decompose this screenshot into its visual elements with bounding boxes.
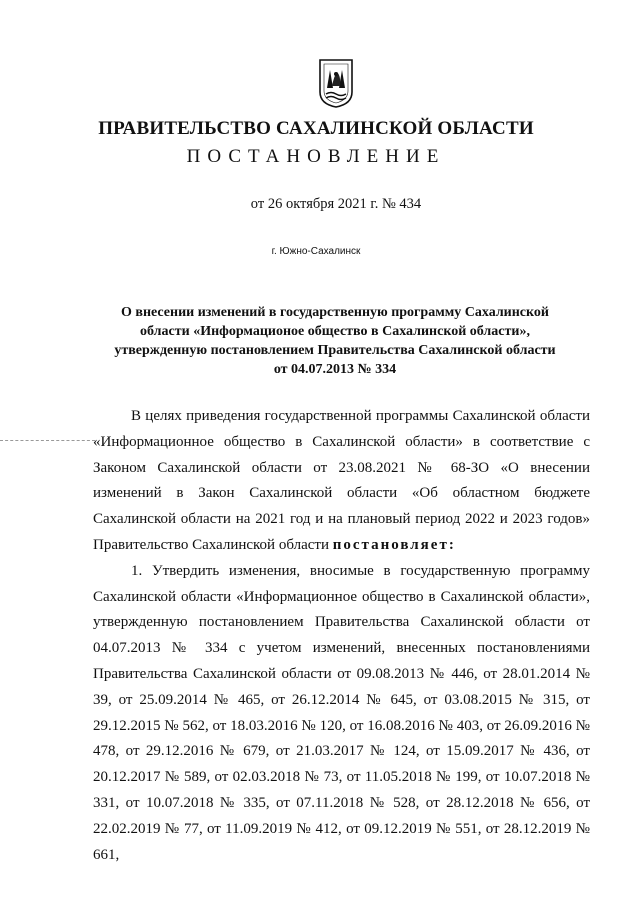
subject-line: О внесении изменений в государственную программу Сахалинской: [121, 305, 549, 320]
subject-line: утвержденную постановлением Правительства Сахалинской области: [114, 343, 556, 358]
organization-title: ПРАВИТЕЛЬСТВО САХАЛИНСКОЙ ОБЛАСТИ: [98, 118, 534, 139]
document-subject: [80, 303, 590, 379]
document-body: [93, 404, 590, 868]
resolves-verb: постановляет:: [332, 536, 456, 553]
document-type: ПОСТАНОВЛЕНИЕ: [186, 146, 446, 167]
subject-line: от 04.07.2013 № 334: [273, 362, 397, 377]
item-1-paragraph: 1. Утвердить изменения, вносимые в государственную программу Сахалинской области «Информационное общество в Сахалинской области», утвержденную постановлением Правительства Сахалинской области от 04.07.2013 № 334 с учетом изменений, внесенных постановлениями Правительства Сахалинской области от 09.08.2013 № 446, от 28.01.2014 № 39, от 25.09.2014 № 465, от 26.12.2014 № 645, от 03.08.2015 № 315, от 29.12.2015 № 562, от 18.03.2016 № 120, от 16.08.2016 № 403, от 26.09.2016 № 478, от 29.12.2016 № 679, от 21.03.2017 № 124, от 15.09.2017 № 436, от 20.12.2017 № 589, от 02.03.2018 № 73, от 11.05.2018 № 199, от 10.07.2018 № 331, от 10.07.2018 № 335, от 07.11.2018 № 528, от 28.12.2018 № 656, от 22.02.2019 № 77, от 11.09.2019 № 412, от 09.12.2019 № 551, от 28.12.2019 № 661,: [93, 562, 590, 863]
preamble-paragraph: [93, 404, 590, 559]
document-city: г. Южно-Сахалинск: [271, 246, 361, 257]
scan-artifact-line: [0, 440, 95, 441]
sakhalin-coat-of-arms-icon: [318, 58, 354, 108]
preamble-text: В целях приведения государственной программы Сахалинской области «Информационное общество в Сахалинской области» в соответствие с Законом Сахалинской области от 23.08.2021 № 68-ЗО «О внесении изменений в Закон Сахалинской области «Об областном бюджете Сахалинской области на 2021 год и на плановый период 2022 и 2023 годов» Правительство Сахалинской области: [93, 408, 590, 553]
document-date-number: от 26 октября 2021 г. № 434: [250, 196, 422, 212]
subject-line: области «Информационое общество в Сахалинской области»,: [140, 324, 530, 339]
